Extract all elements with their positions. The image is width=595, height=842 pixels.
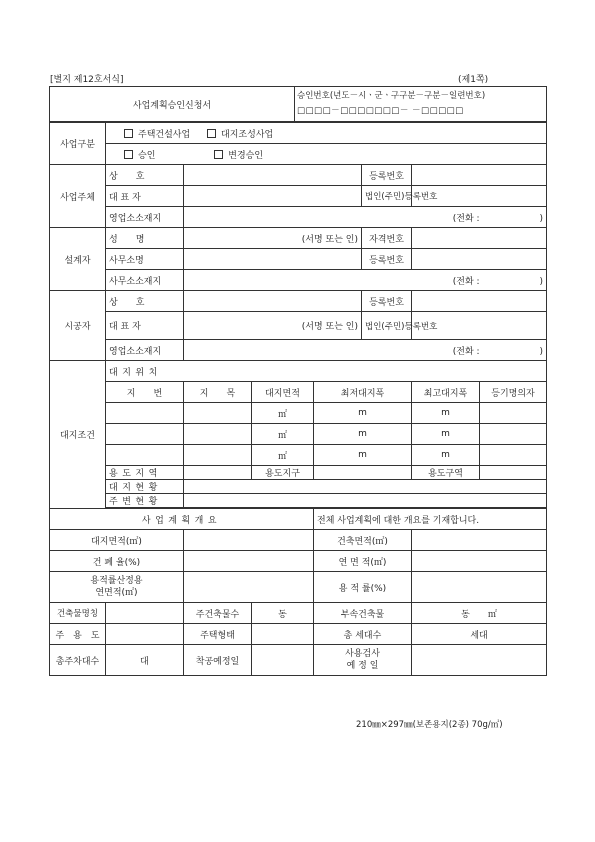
zone-area-field[interactable] (184, 466, 252, 480)
page-number: (제1쪽) (458, 75, 489, 85)
floor-area-field[interactable] (412, 551, 547, 572)
far-floor-area-field[interactable] (184, 572, 314, 603)
col-site-area: 대지면적 (252, 382, 314, 403)
paper-spec: 210㎜×297㎜(보존용지(2종) 70g/㎡) (356, 720, 503, 730)
lot-number-field[interactable] (106, 403, 184, 424)
constructor-office-address-label: 영업소소재지 (106, 340, 184, 361)
owner-field[interactable] (480, 424, 547, 445)
max-width-field[interactable]: m (412, 445, 480, 466)
zone-area-label: 용도지역 (106, 466, 184, 480)
building-name-label: 건축물명칭 (50, 603, 106, 624)
land-category-field[interactable] (184, 424, 252, 445)
min-width-field[interactable]: m (314, 403, 412, 424)
designer-office-address-field[interactable]: (전화 : ) (184, 270, 547, 291)
col-lot-number: 지 번 (106, 382, 184, 403)
building-area-label: 건축면적(㎡) (314, 530, 412, 551)
households-label: 총 세대수 (314, 624, 412, 645)
lot-number-field[interactable] (106, 445, 184, 466)
coverage-ratio-label: 건 폐 율(%) (50, 551, 184, 572)
inspection-date-field[interactable] (412, 645, 547, 676)
zone-district-field[interactable] (314, 466, 412, 480)
constructor-reg-no-field[interactable] (412, 291, 547, 312)
constructor-representative-field[interactable]: (서명 또는 인) (184, 312, 362, 340)
main-buildings-label: 주건축물수 (184, 603, 252, 624)
surroundings-label: 주변현황 (106, 494, 184, 508)
parking-label: 총주차대수 (50, 645, 106, 676)
housing-type-label: 주택형태 (184, 624, 252, 645)
inspection-date-label: 사용검사 예 정 일 (314, 645, 412, 676)
checkbox-icon[interactable] (207, 129, 216, 138)
constructor-representative-label: 대 표 자 (106, 312, 184, 340)
site-location-label: 대지위치 (106, 361, 547, 382)
min-width-field[interactable]: m (314, 445, 412, 466)
designer-name-label: 성 명 (106, 228, 184, 249)
current-status-field[interactable] (184, 480, 547, 494)
site-area-field[interactable]: ㎡ (252, 445, 314, 466)
designer-office-name-field[interactable] (184, 249, 362, 270)
start-date-label: 착공예정일 (184, 645, 252, 676)
col-max-width: 최고대지폭 (412, 382, 480, 403)
designer-name-field[interactable]: (서명 또는 인) (184, 228, 362, 249)
col-land-category: 지 목 (184, 382, 252, 403)
coverage-ratio-field[interactable] (184, 551, 314, 572)
business-entity-label: 사업주체 (50, 165, 106, 228)
designer-reg-no-label: 등록번호 (362, 249, 412, 270)
land-category-field[interactable] (184, 445, 252, 466)
min-width-field[interactable]: m (314, 424, 412, 445)
site-area-field[interactable]: ㎡ (252, 403, 314, 424)
phone-label: (전화 : (452, 276, 480, 287)
designer-reg-no-field[interactable] (412, 249, 547, 270)
entity-trade-name-field[interactable] (184, 165, 362, 186)
form-id: [별지 제12호서식] (50, 75, 124, 85)
max-width-field[interactable]: m (412, 424, 480, 445)
entity-office-address-field[interactable]: (전화 : ) (184, 207, 547, 228)
site-area-field[interactable]: ㎡ (252, 424, 314, 445)
main-buildings-field[interactable]: 동 (252, 603, 314, 624)
checkbox-icon[interactable] (124, 150, 133, 159)
owner-field[interactable] (480, 403, 547, 424)
col-min-width: 최저대지폭 (314, 382, 412, 403)
entity-office-address-label: 영업소소재지 (106, 207, 184, 228)
zone-sector-field[interactable] (480, 466, 547, 480)
lot-number-field[interactable] (106, 424, 184, 445)
main-use-label: 주 용 도 (50, 624, 106, 645)
entity-reg-no-label: 등록번호 (362, 165, 412, 186)
constructor-trade-name-field[interactable] (184, 291, 362, 312)
building-area-field[interactable] (412, 530, 547, 551)
current-status-label: 대지현황 (106, 480, 184, 494)
floor-area-label: 연 면 적(㎡) (314, 551, 412, 572)
application-form-table (49, 122, 547, 676)
parking-field[interactable]: 대 (106, 645, 184, 676)
site-area-total-field[interactable] (184, 530, 314, 551)
far-label: 용 적 률(%) (314, 572, 412, 603)
checkbox-icon[interactable] (214, 150, 223, 159)
zone-district-label: 용도지구 (252, 466, 314, 480)
site-conditions-label: 대지조건 (50, 361, 106, 509)
phone-label: (전화 : (452, 213, 480, 224)
land-category-field[interactable] (184, 403, 252, 424)
designer-office-name-label: 사무소명 (106, 249, 184, 270)
designer-license-label: 자격번호 (362, 228, 412, 249)
approval-number-label: 승인번호(년도－시ㆍ군ㆍ구구분－구분－일련번호) (297, 91, 486, 101)
entity-reg-no-field[interactable] (412, 165, 547, 186)
business-type-label: 사업구분 (50, 123, 106, 165)
main-use-field[interactable] (106, 624, 184, 645)
zone-sector-label: 용도구역 (412, 466, 480, 480)
designer-office-address-label: 사무소소재지 (106, 270, 184, 291)
max-width-field[interactable]: m (412, 403, 480, 424)
households-field[interactable]: 세대 (412, 624, 547, 645)
building-name-field[interactable] (106, 603, 184, 624)
far-field[interactable] (412, 572, 547, 603)
constructor-label: 시공자 (50, 291, 106, 361)
col-registered-owner: 등기명의자 (480, 382, 547, 403)
phone-label: (전화 : (452, 346, 480, 357)
plan-overview-label: 사업계획개요 (50, 509, 314, 530)
form-title: 사업계획승인신청서 (50, 87, 295, 122)
designer-license-field[interactable] (412, 228, 547, 249)
constructor-reg-no-label: 등록번호 (362, 291, 412, 312)
start-date-field[interactable] (252, 645, 314, 676)
designer-label: 설계자 (50, 228, 106, 291)
constructor-office-address-field[interactable]: (전화 : ) (184, 340, 547, 361)
business-type-row1 (106, 123, 547, 144)
owner-field[interactable] (480, 445, 547, 466)
aux-buildings-field[interactable]: 동 ㎡ (412, 603, 547, 624)
option-site-development[interactable]: 대지조성사업 (207, 127, 273, 140)
constructor-trade-name-label: 상 호 (106, 291, 184, 312)
far-floor-area-label: 용적률산정용 연면적(㎡) (50, 572, 184, 603)
constructor-corp-reg-no-label: 법인(주민)등록번호 (362, 312, 412, 340)
entity-representative-field[interactable] (184, 186, 362, 207)
option-approval[interactable]: 승인 (124, 148, 155, 161)
aux-buildings-label: 부속건축물 (314, 603, 412, 624)
title-table (49, 86, 547, 122)
checkbox-icon[interactable] (124, 129, 133, 138)
option-change-approval[interactable]: 변경승인 (214, 148, 263, 161)
entity-representative-label: 대 표 자 (106, 186, 184, 207)
option-housing-construction[interactable]: 주택건설사업 (124, 127, 190, 140)
plan-overview-note: 전체 사업계획에 대한 개요를 기재합니다. (314, 509, 547, 530)
approval-number-boxes: □□□□－□□□□□□□－ －□□□□□ (297, 106, 464, 116)
site-area-total-label: 대지면적(㎡) (50, 530, 184, 551)
approval-number (295, 87, 547, 122)
surroundings-field[interactable] (184, 494, 547, 508)
business-type-row2 (106, 144, 547, 165)
housing-type-field[interactable] (252, 624, 314, 645)
entity-corp-reg-no-label: 법인(주민)등록번호 (362, 186, 412, 207)
entity-trade-name-label: 상 호 (106, 165, 184, 186)
